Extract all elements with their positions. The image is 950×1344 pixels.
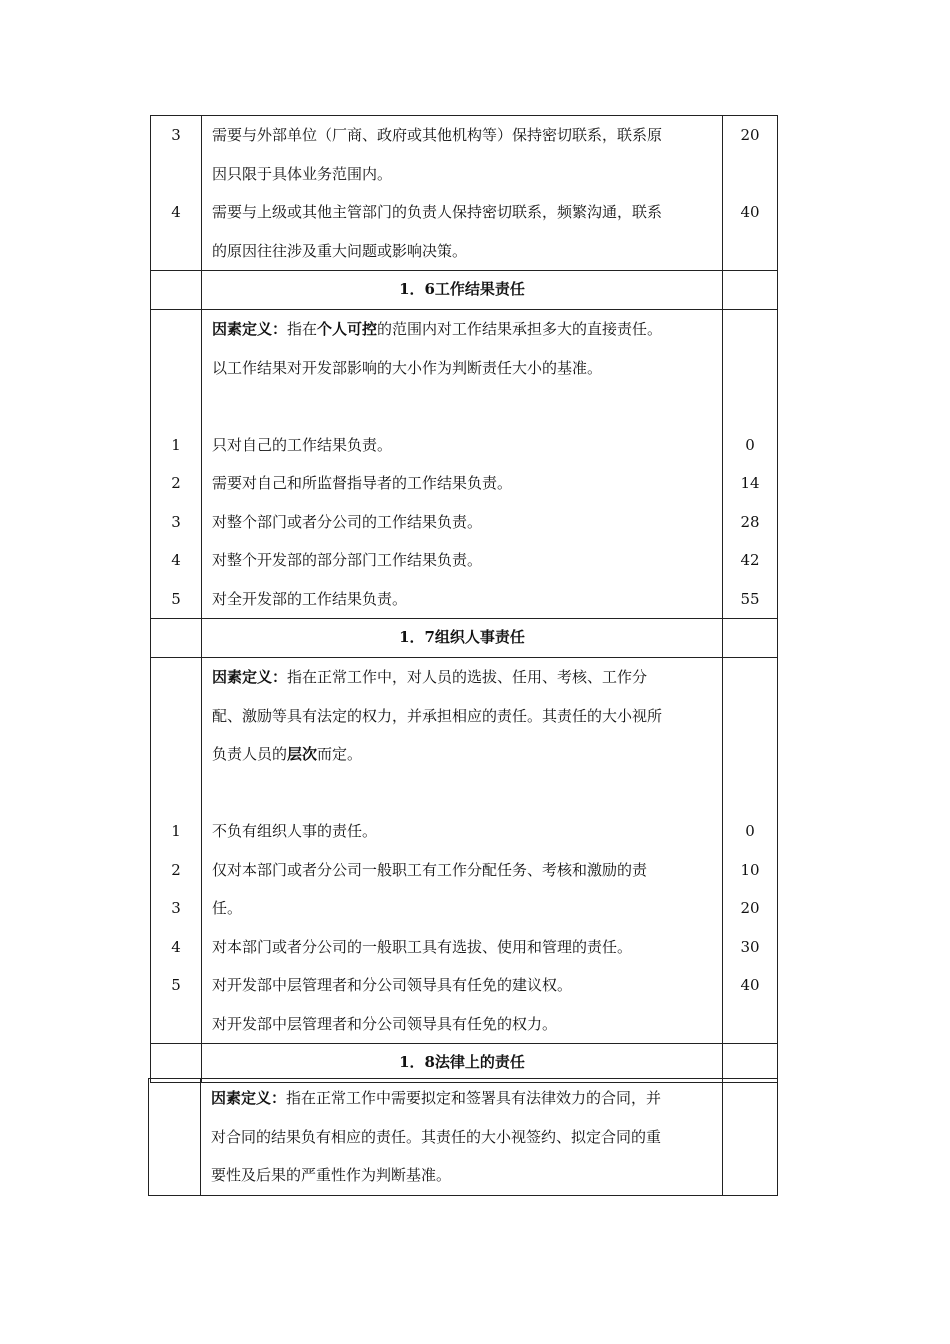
description-cell — [201, 1079, 723, 1196]
factor-definition — [202, 658, 722, 697]
item-score: 40 — [740, 203, 760, 221]
definition-emphasis: 层次 — [287, 745, 318, 763]
description-cell — [202, 310, 723, 619]
number-cell — [149, 1079, 201, 1196]
item-number: 2 — [171, 474, 181, 492]
item-score: 55 — [740, 589, 760, 608]
score-cell — [723, 310, 778, 619]
item-score: 40 — [740, 976, 760, 994]
item-text: 需要对自己和所监督指导者的工作结果负责。 — [212, 474, 513, 492]
item-text: 对整个部门或者分公司的工作结果负责。 — [212, 512, 483, 531]
item-score: 14 — [740, 474, 760, 492]
job-evaluation-table-continued — [148, 1078, 778, 1196]
definition-label: 因素定义： — [211, 1089, 287, 1107]
item-text: 因只限于具体业务范围内。 — [212, 164, 393, 183]
item-score: 0 — [745, 435, 755, 454]
table-row — [151, 116, 778, 271]
score-cell — [723, 658, 778, 1044]
item-text: 只对自己的工作结果负责。 — [212, 435, 393, 454]
item-text: 的原因往往涉及重大问题或影响决策。 — [212, 241, 468, 260]
table-row — [151, 310, 778, 619]
item-number: 2 — [171, 860, 181, 879]
table-row — [149, 1079, 778, 1196]
definition-text: 配、激励等具有法定的权力，并承担相应的责任。其责任的大小视所 — [212, 706, 663, 725]
item-score: 20 — [740, 126, 760, 144]
section-header-row — [151, 1044, 778, 1083]
item-score: 0 — [745, 822, 755, 840]
definition-text: 指在 — [287, 320, 318, 338]
score-cell — [723, 116, 778, 271]
definition-text: 要性及后果的严重性作为判断基准。 — [211, 1166, 452, 1184]
job-evaluation-table — [150, 115, 778, 1083]
definition-text: 指在正常工作中，对人员的选拔、任用、考核、工作分 — [287, 668, 648, 686]
item-number: 3 — [171, 899, 181, 917]
definition-text: 负责人员的 — [212, 745, 288, 763]
item-number: 1 — [171, 435, 181, 454]
item-text: 任。 — [212, 899, 243, 917]
factor-definition — [202, 310, 722, 349]
section-header-row — [151, 619, 778, 658]
item-text: 对全开发部的工作结果负责。 — [212, 589, 408, 608]
item-number: 3 — [171, 512, 181, 531]
item-number: 4 — [171, 203, 181, 221]
description-cell — [202, 116, 723, 271]
section-title: 1．7组织人事责任 — [202, 619, 723, 658]
definition-label: 因素定义： — [212, 320, 288, 338]
item-number: 3 — [171, 126, 181, 144]
definition-label: 因素定义： — [212, 668, 288, 686]
score-cell — [723, 1079, 778, 1196]
item-text: 仅对本部门或者分公司一般职工有工作分配任务、考核和激励的责 — [212, 860, 648, 879]
item-score: 28 — [740, 512, 760, 531]
item-text: 需要与上级或其他主管部门的负责人保持密切联系，频繁沟通，联系 — [212, 203, 663, 221]
definition-text: 指在正常工作中需要拟定和签署具有法律效力的合同，并 — [286, 1089, 662, 1107]
item-score: 20 — [740, 899, 760, 917]
item-number: 4 — [171, 551, 181, 569]
item-number: 1 — [171, 822, 181, 840]
item-number: 5 — [171, 976, 181, 994]
definition-text — [202, 735, 722, 774]
definition-text: 以工作结果对开发部影响的大小作为判断责任大小的基准。 — [212, 358, 603, 377]
item-text: 对开发部中层管理者和分公司领导具有任免的建议权。 — [212, 976, 573, 994]
item-number: 4 — [171, 937, 181, 956]
item-score: 30 — [740, 937, 760, 956]
item-score: 42 — [740, 551, 760, 569]
number-cell — [151, 116, 202, 271]
definition-text: 的范围内对工作结果承担多大的直接责任。 — [377, 320, 663, 338]
description-cell — [202, 658, 723, 1044]
item-number: 5 — [171, 589, 181, 608]
definition-emphasis: 个人可控 — [317, 320, 378, 338]
section-title: 1．6工作结果责任 — [202, 271, 723, 310]
section-title: 1．8法律上的责任 — [202, 1044, 723, 1083]
number-cell — [151, 658, 202, 1044]
item-text: 对本部门或者分公司的一般职工具有选拔、使用和管理的责任。 — [212, 937, 633, 956]
definition-text: 对合同的结果负有相应的责任。其责任的大小视签约、拟定合同的重 — [211, 1127, 662, 1146]
item-text: 对整个开发部的部分部门工作结果负责。 — [212, 551, 483, 569]
item-text: 对开发部中层管理者和分公司领导具有任免的权力。 — [212, 1014, 558, 1033]
table-row — [151, 658, 778, 1044]
item-score: 10 — [740, 860, 760, 879]
item-text: 不负有组织人事的责任。 — [212, 822, 378, 840]
factor-definition — [201, 1079, 722, 1118]
number-cell — [151, 310, 202, 619]
section-header-row — [151, 271, 778, 310]
definition-text: 而定。 — [317, 745, 363, 763]
item-text: 需要与外部单位（厂商、政府或其他机构等）保持密切联系，联系原 — [212, 126, 663, 144]
